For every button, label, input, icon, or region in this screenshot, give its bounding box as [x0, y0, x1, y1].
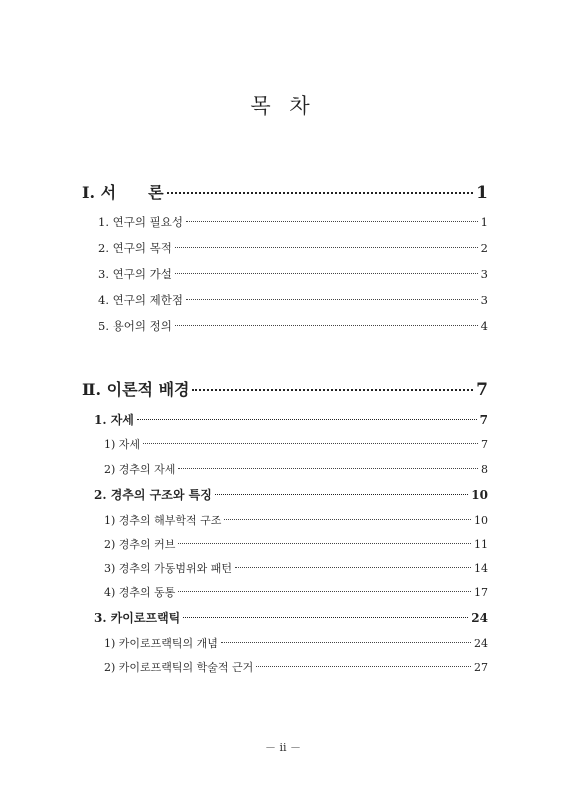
toc-page-number: 14: [474, 562, 488, 575]
toc-chapter-label: Ⅰ. 서 론: [82, 183, 164, 202]
toc-section[interactable]: [94, 411, 488, 428]
toc-page-number: 17: [474, 586, 488, 599]
toc-page-number: 7: [481, 438, 488, 451]
dot-leader: [178, 468, 478, 469]
toc-section-label: 3. 카이로프랙틱: [94, 611, 181, 625]
toc-item[interactable]: [98, 240, 488, 256]
dot-leader: [224, 519, 471, 520]
toc-subitem-label: 4) 경추의 동통: [104, 586, 176, 599]
toc-page-number: 10: [471, 488, 488, 502]
toc-subitem-label: 1) 자세: [104, 438, 141, 451]
toc-subitem[interactable]: [104, 436, 488, 452]
toc-page-number: 4: [480, 319, 488, 333]
toc-page-number: 24: [471, 611, 488, 625]
dot-leader: [175, 325, 478, 326]
dot-leader: [183, 617, 468, 618]
dot-leader: [167, 192, 474, 194]
toc-subitem-label: 1) 카이로프랙틱의 개념: [104, 637, 218, 650]
toc-subitem-label: 2) 카이로프랙틱의 학술적 근거: [104, 661, 254, 674]
dot-leader: [192, 389, 473, 391]
toc-page-number: 7: [476, 380, 488, 400]
toc-page-number: 1: [480, 215, 488, 229]
toc-page-number: 3: [480, 267, 488, 281]
toc-subitem[interactable]: [104, 512, 488, 528]
toc-chapter-1[interactable]: [82, 180, 488, 203]
toc-subitem-label: 2) 경추의 자세: [104, 463, 176, 476]
dot-leader: [256, 666, 471, 667]
page-title: 목 차: [250, 94, 316, 118]
dot-leader: [178, 591, 471, 592]
dot-leader: [186, 299, 478, 300]
dot-leader: [175, 247, 478, 248]
toc-item[interactable]: [98, 292, 488, 308]
toc-subitem[interactable]: [104, 461, 488, 477]
toc-page-number: 10: [474, 514, 488, 527]
toc-subitem-label: 2) 경추의 커브: [104, 538, 176, 551]
dot-leader: [143, 443, 478, 444]
toc-section-label: 2. 경추의 구조와 특징: [94, 488, 212, 502]
toc-item-label: 2. 연구의 목적: [98, 241, 172, 255]
toc-item-label: 4. 연구의 제한점: [98, 293, 183, 307]
dot-leader: [235, 567, 471, 568]
dot-leader: [186, 221, 478, 222]
toc-subitem[interactable]: [104, 659, 488, 675]
toc-subitem[interactable]: [104, 536, 488, 552]
page-footer-number: － ii －: [264, 741, 302, 754]
toc-chapter-2[interactable]: [82, 377, 488, 400]
toc-page-number: 1: [476, 183, 488, 203]
toc-page-number: 8: [481, 463, 488, 476]
toc-page-number: 7: [479, 413, 488, 427]
toc-subitem-label: 1) 경추의 해부학적 구조: [104, 514, 222, 527]
toc-chapter-label: Ⅱ. 이론적 배경: [82, 380, 190, 399]
toc-subitem[interactable]: [104, 635, 488, 651]
dot-leader: [221, 642, 471, 643]
toc-item-label: 5. 용어의 정의: [98, 319, 172, 333]
dot-leader: [215, 494, 468, 495]
toc-item[interactable]: [98, 214, 488, 230]
toc-item-label: 3. 연구의 가설: [98, 267, 172, 281]
toc-section[interactable]: [94, 486, 488, 503]
toc-subitem[interactable]: [104, 560, 488, 576]
toc-item-label: 1. 연구의 필요성: [98, 215, 183, 229]
toc-page-number: 11: [474, 538, 488, 551]
toc-page-number: 3: [480, 293, 488, 307]
toc-subitem-label: 3) 경추의 가동범위와 패턴: [104, 562, 233, 575]
toc-page-number: 24: [474, 637, 488, 650]
toc-page-number: 2: [480, 241, 488, 255]
toc-section-label: 1. 자세: [94, 413, 134, 427]
toc-item[interactable]: [98, 318, 488, 334]
toc-page-number: 27: [474, 661, 488, 674]
toc-section[interactable]: [94, 609, 488, 626]
toc-item[interactable]: [98, 266, 488, 282]
dot-leader: [178, 543, 471, 544]
dot-leader: [137, 419, 477, 420]
toc-subitem[interactable]: [104, 584, 488, 600]
dot-leader: [175, 273, 478, 274]
